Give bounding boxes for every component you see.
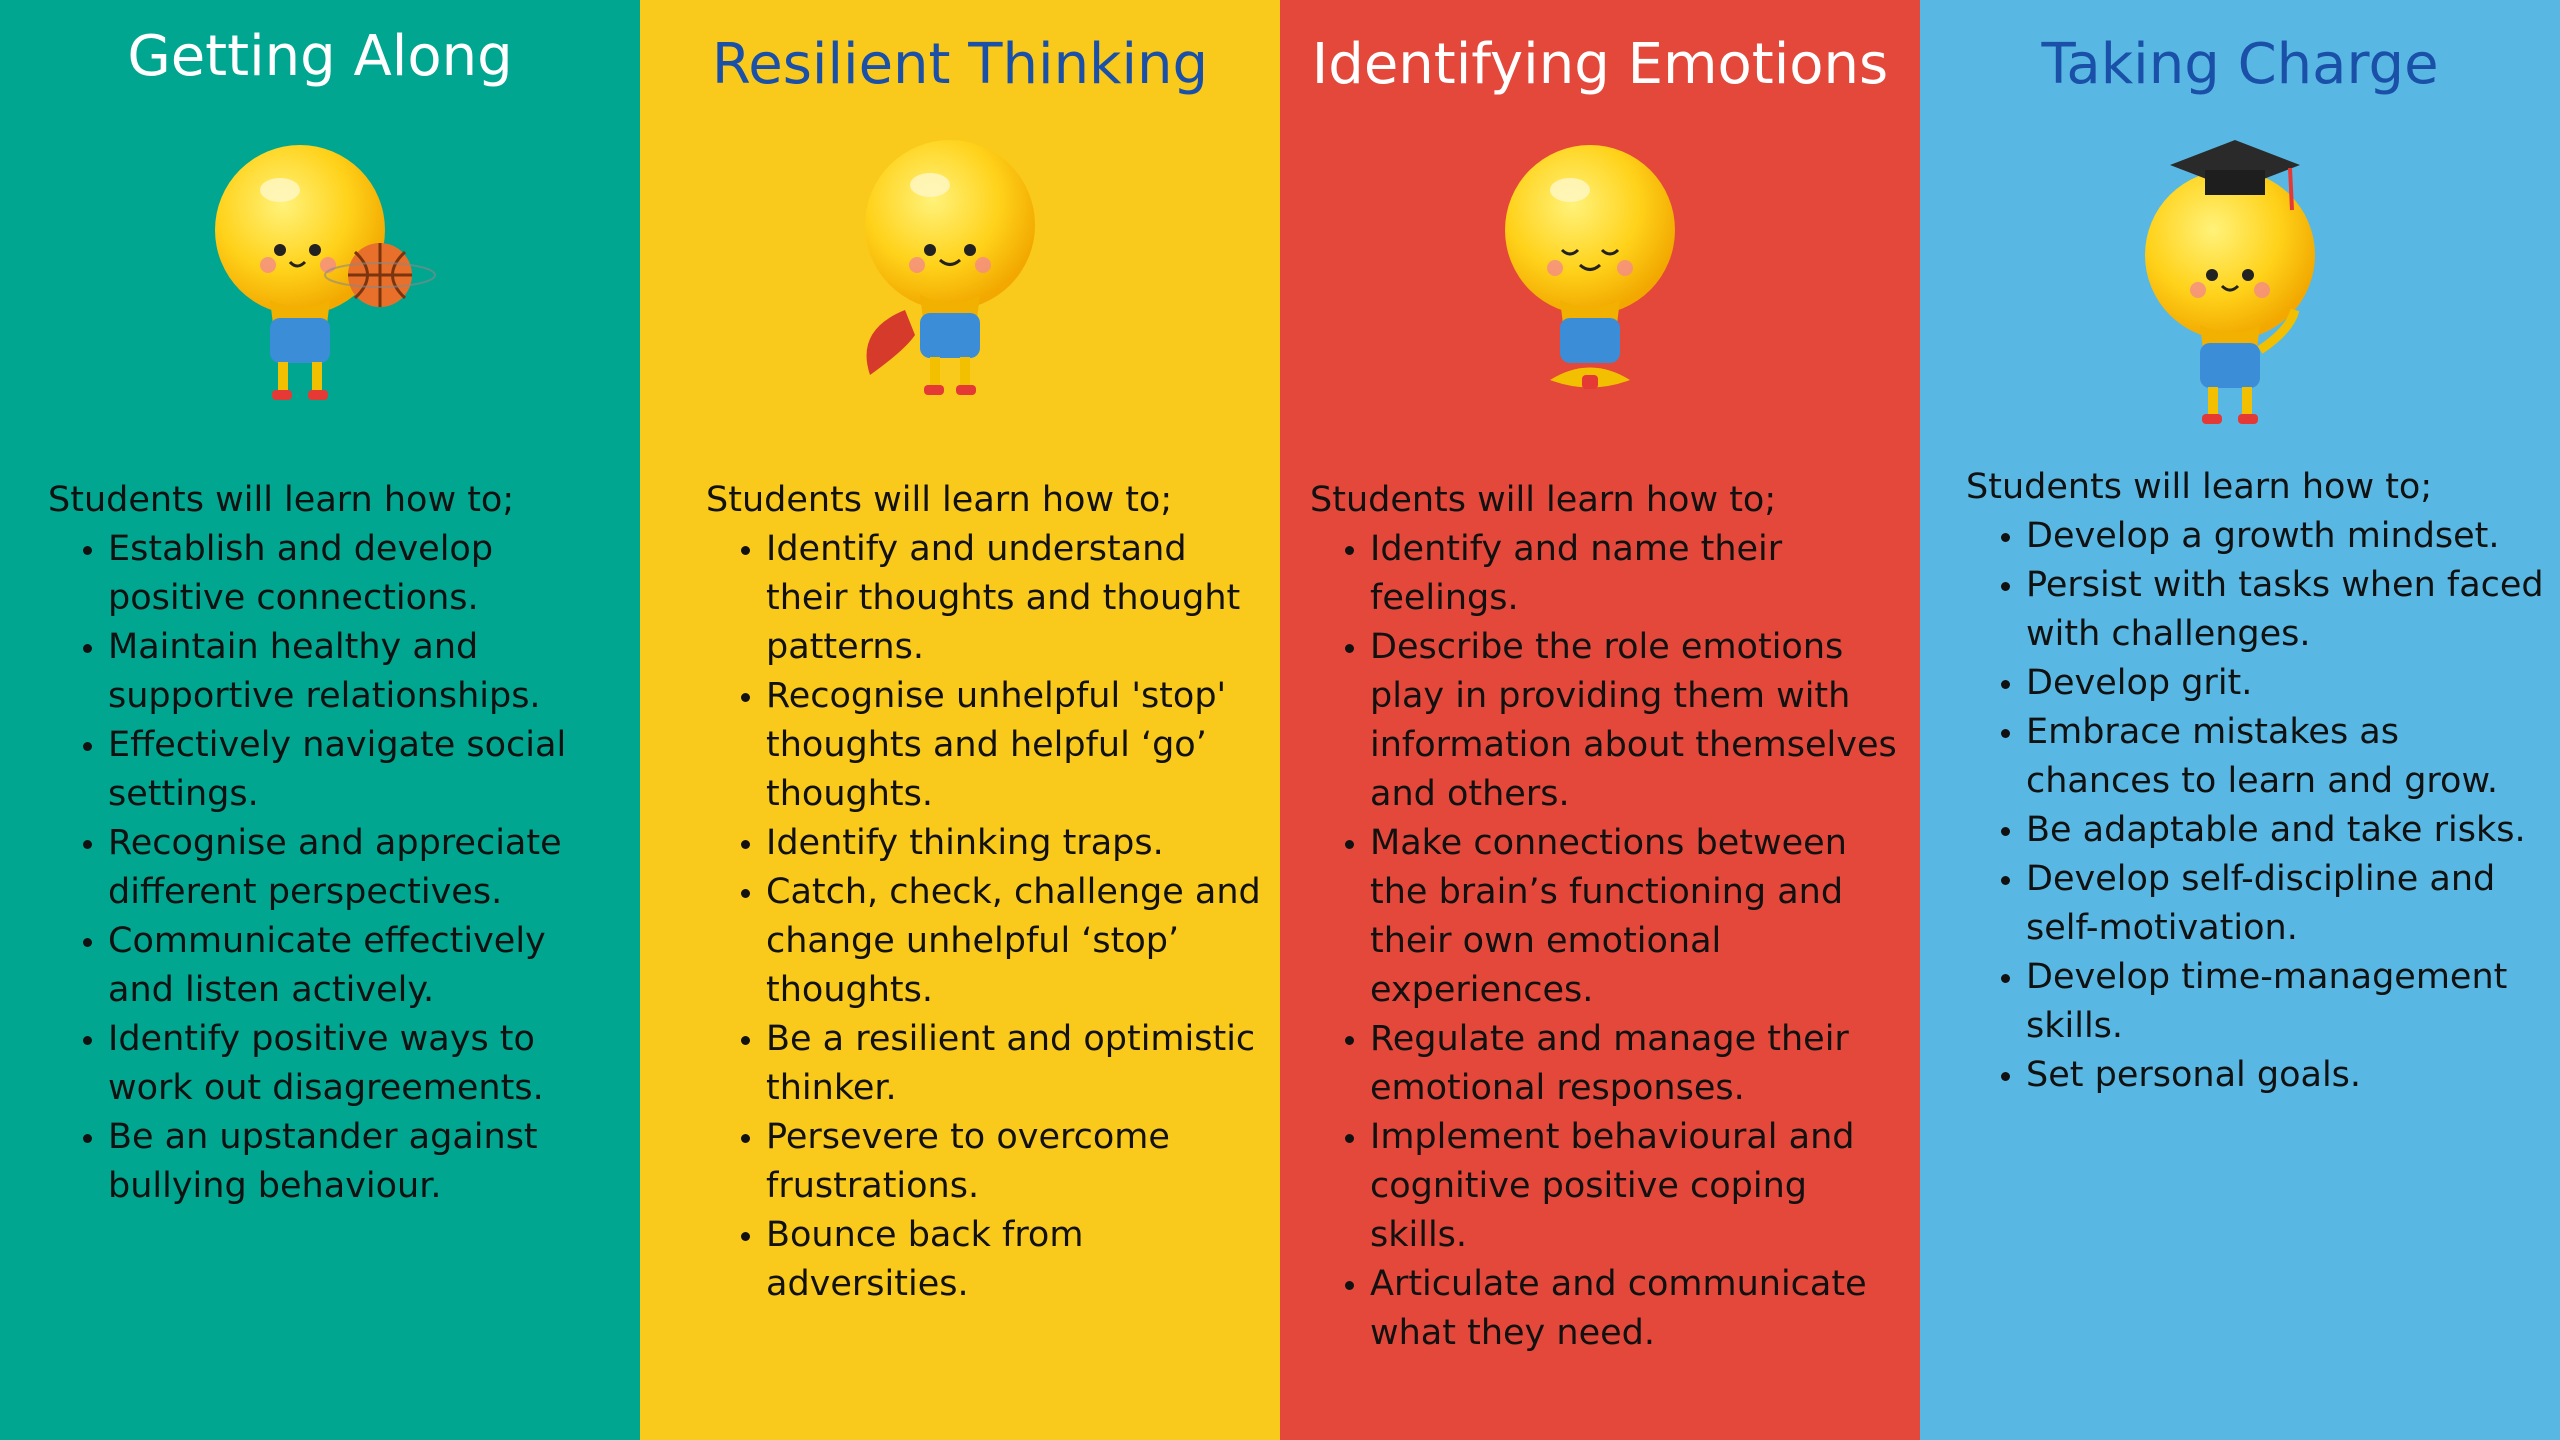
list-item: • Develop grit.	[2026, 659, 2546, 708]
goal-list	[706, 525, 1266, 1309]
list-item: • Persist with tasks when faced with challenges.	[2026, 561, 2546, 659]
list-item: • Develop a growth mindset.	[2026, 512, 2546, 561]
list-item: • Embrace mistakes as chances to learn and grow.	[2026, 708, 2546, 806]
intro-text: Students will learn how to;	[48, 480, 515, 520]
column-resilient-thinking	[640, 0, 1280, 1440]
list-item: • Recognise unhelpful 'stop' thoughts and helpful ‘go’ thoughts.	[766, 672, 1266, 819]
goal-list	[1310, 525, 1900, 1358]
column-content	[1966, 463, 2546, 1100]
intro-text: Students will learn how to;	[1966, 467, 2433, 507]
column-identifying-emotions	[1280, 0, 1920, 1440]
list-item: • Effectively navigate social settings.	[108, 721, 608, 819]
list-item: • Maintain healthy and supportive relationships.	[108, 623, 608, 721]
list-item: • Regulate and manage their emotional responses.	[1370, 1015, 1900, 1113]
list-item: • Recognise and appreciate different perspectives.	[108, 819, 608, 917]
list-item: • Identify and name their feelings.	[1370, 525, 1900, 623]
list-item: • Describe the role emotions play in providing them with information about themselves and others.	[1370, 623, 1900, 819]
column-title: Identifying Emotions	[1311, 32, 1889, 97]
column-content	[48, 476, 608, 1211]
list-item: • Identify positive ways to work out disagreements.	[108, 1015, 608, 1113]
lightbulb-with-graduation-cap-icon	[2140, 130, 2380, 434]
column-getting-along	[0, 0, 640, 1440]
list-item: • Persevere to overcome frustrations.	[766, 1113, 1266, 1211]
list-item: • Set personal goals.	[2026, 1051, 2546, 1100]
list-item: • Be a resilient and optimistic thinker.	[766, 1015, 1266, 1113]
column-content	[1310, 476, 1900, 1358]
lightbulb-with-basketball-icon	[210, 140, 450, 414]
list-item: • Establish and develop positive connections.	[108, 525, 608, 623]
goal-list	[1966, 512, 2546, 1100]
list-item: • Be an upstander against bullying behaviour.	[108, 1113, 608, 1211]
intro-text: Students will learn how to;	[706, 480, 1173, 520]
list-item: • Identify and understand their thoughts and thought patterns.	[766, 525, 1266, 672]
list-item: • Be adaptable and take risks.	[2026, 806, 2546, 855]
list-item: • Bounce back from adversities.	[766, 1211, 1266, 1309]
column-title: Taking Charge	[2041, 32, 2439, 97]
list-item: • Communicate effectively and listen actively.	[108, 917, 608, 1015]
list-item: • Develop self-discipline and self-motivation.	[2026, 855, 2546, 953]
column-title: Getting Along	[127, 24, 513, 89]
list-item: • Make connections between the brain’s functioning and their own emotional experiences.	[1370, 819, 1900, 1015]
list-item: • Catch, check, challenge and change unhelpful ‘stop’ thoughts.	[766, 868, 1266, 1015]
list-item: • Implement behavioural and cognitive positive coping skills.	[1370, 1113, 1900, 1260]
column-title: Resilient Thinking	[711, 32, 1209, 97]
goal-list	[48, 525, 608, 1211]
column-taking-charge	[1920, 0, 2560, 1440]
column-content	[706, 476, 1266, 1309]
list-item: • Identify thinking traps.	[766, 819, 1266, 868]
list-item: • Develop time-management skills.	[2026, 953, 2546, 1051]
lightbulb-with-cape-icon	[835, 135, 1075, 409]
list-item: • Articulate and communicate what they need.	[1370, 1260, 1900, 1358]
intro-text: Students will learn how to;	[1310, 480, 1777, 520]
meditating-lightbulb-icon	[1490, 140, 1730, 414]
